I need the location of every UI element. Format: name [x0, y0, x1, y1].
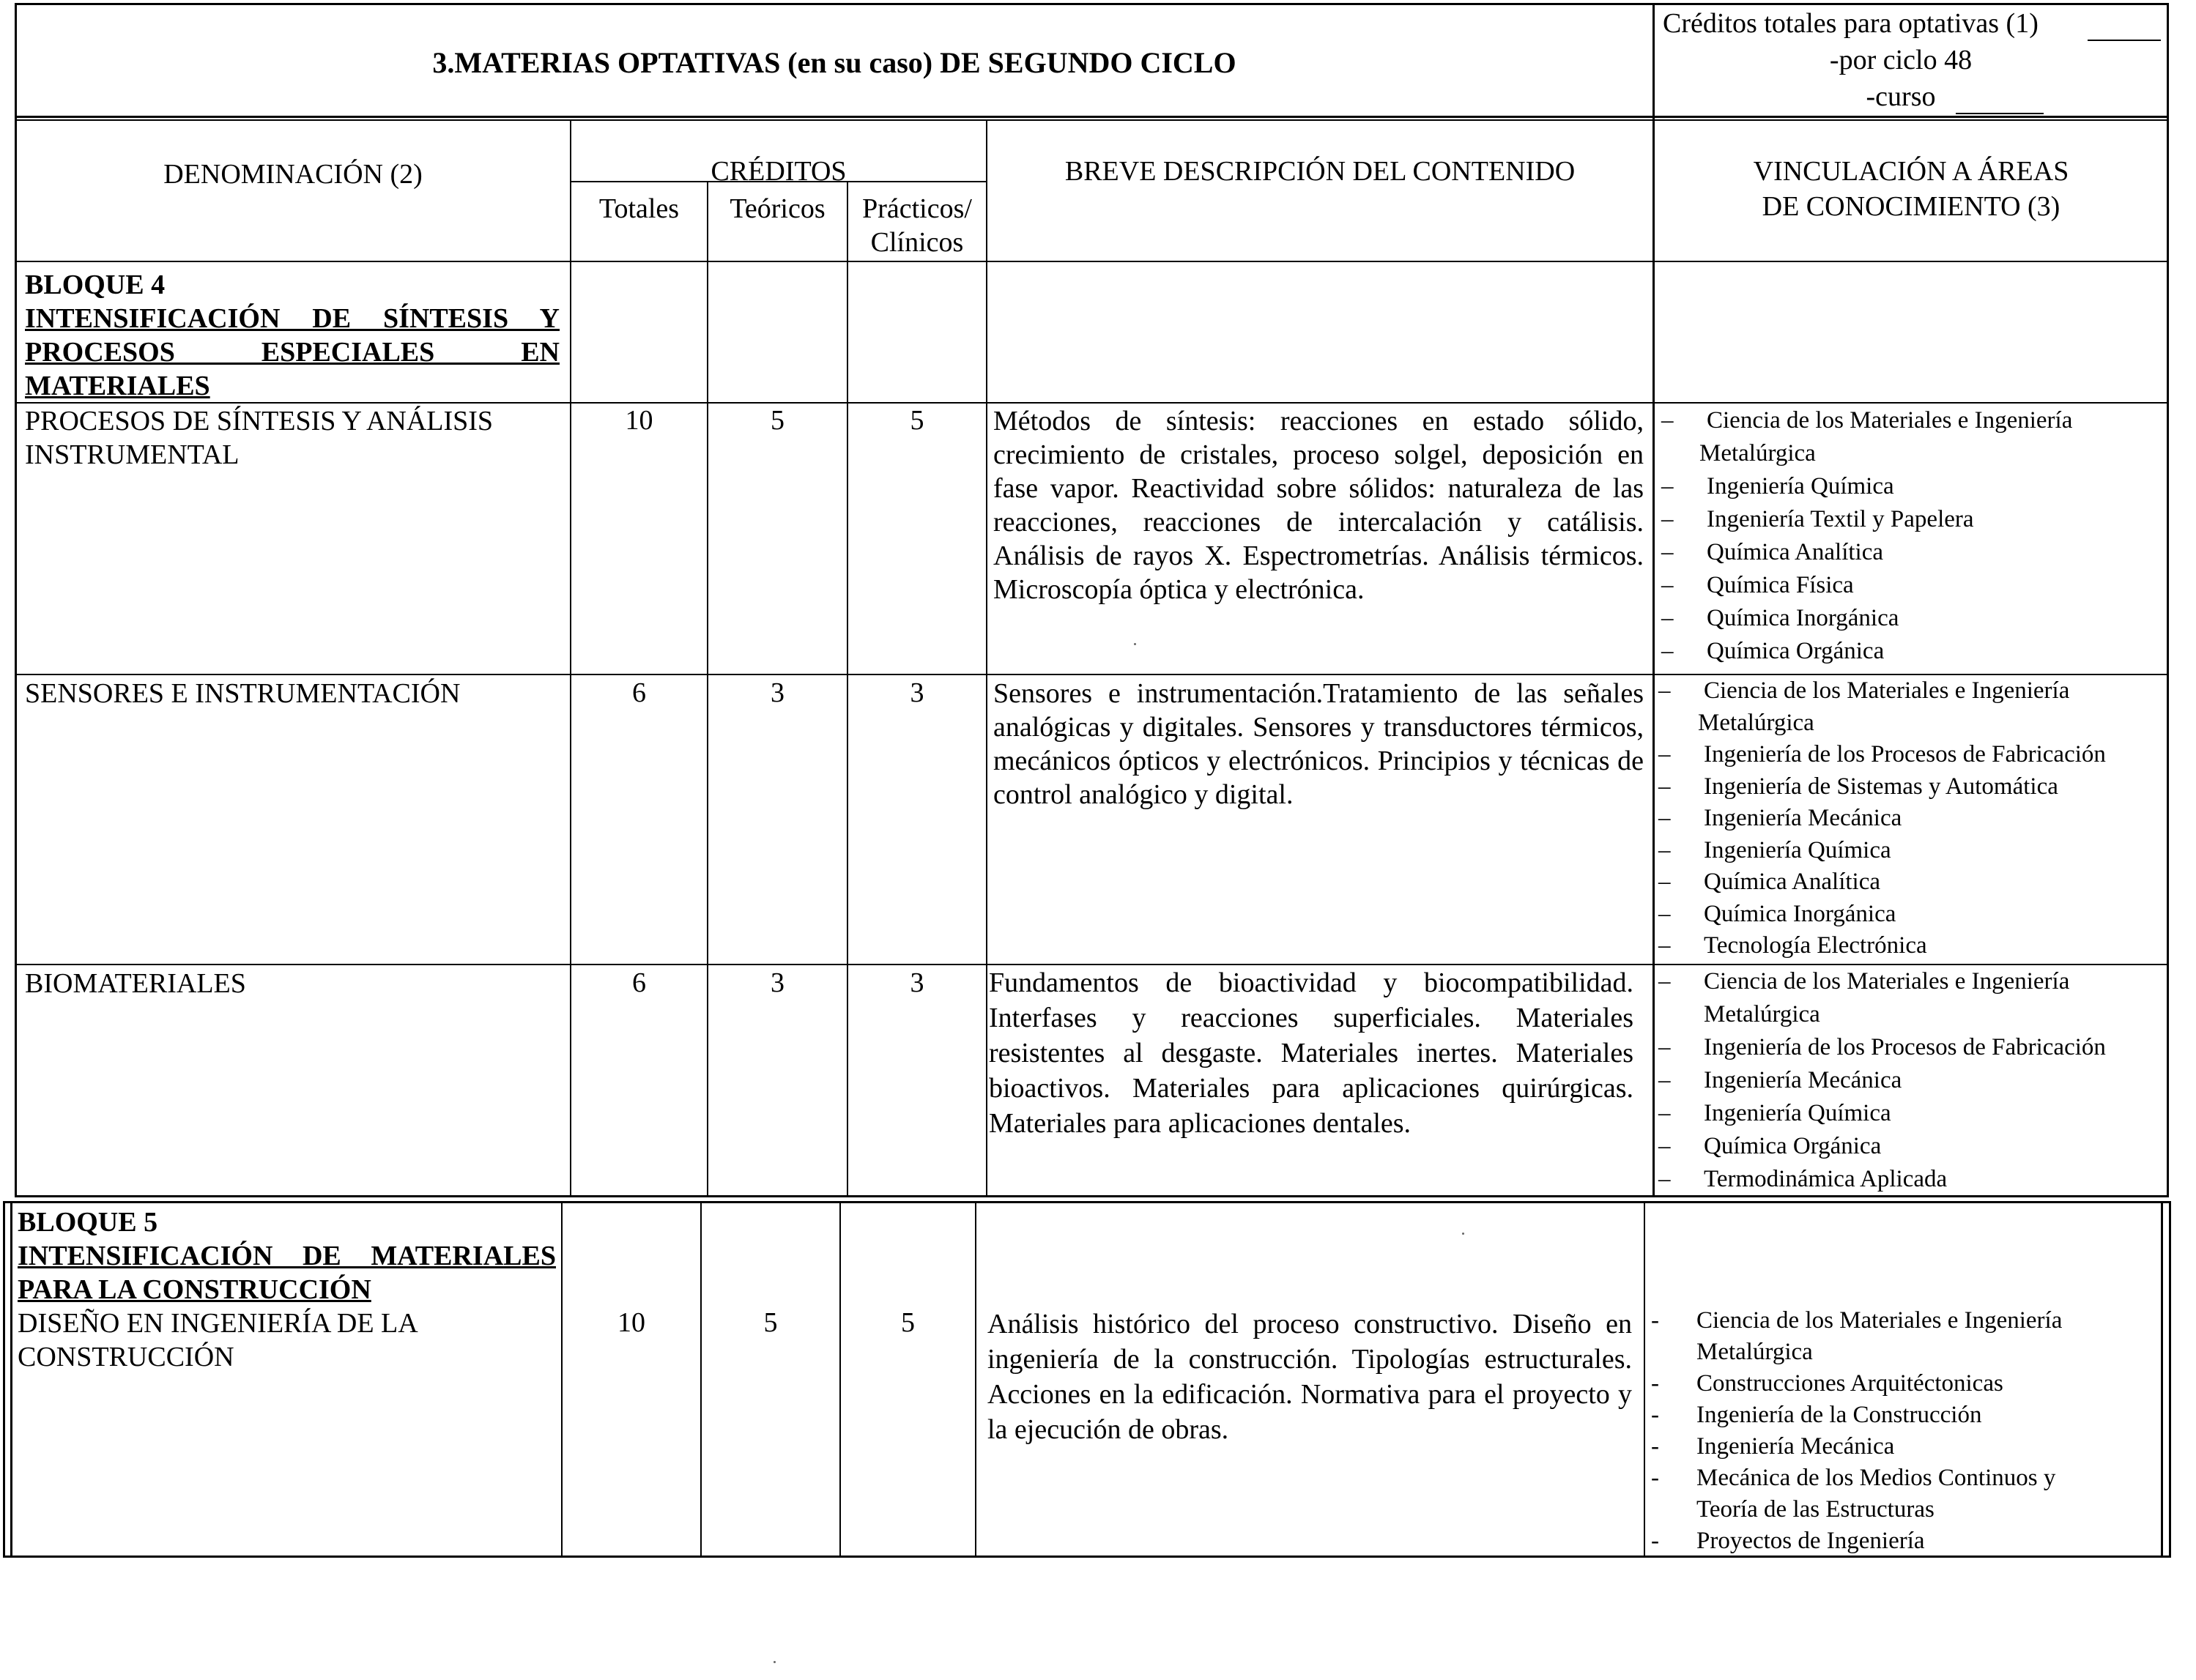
bloque4-title-1: INTENSIFICACIÓN DE SÍNTESIS Y — [25, 303, 560, 334]
col-header-denominacion: DENOMINACIÓN (2) — [163, 159, 423, 190]
t2-col-areas-left — [1644, 1201, 1645, 1558]
area-item: – Ingeniería Química — [1661, 473, 1894, 499]
row3-totales: 6 — [632, 967, 646, 998]
credits-total-label: Créditos totales para optativas (1) — [1663, 8, 2039, 39]
bloque4-title-2: PROCESOS ESPECIALES EN — [25, 337, 560, 368]
scan-speck — [1134, 643, 1136, 645]
bloque4-title-line1 — [25, 302, 560, 335]
column-header-bottom — [15, 261, 2168, 262]
table-border-right — [2167, 3, 2169, 1197]
col-header-descripcion: BREVE DESCRIPCIÓN DEL CONTENIDO — [1064, 156, 1576, 187]
area-item: – Química Orgánica — [1658, 1133, 1882, 1159]
area-item: – Ingeniería Mecánica — [1658, 1067, 1902, 1093]
area-item: – Química Analítica — [1658, 869, 1881, 895]
row1-name-2: INSTRUMENTAL — [25, 439, 240, 470]
area-item: Metalúrgica — [1698, 709, 1814, 736]
col-totales-left — [570, 119, 571, 1196]
area-item: – Tecnología Electrónica — [1658, 932, 1927, 959]
row1-descripcion: Métodos de síntesis: reacciones en estado sólido, crecimiento de cristales, proceso solgel, deposición en fase vapor. Reactividad sobre sólidos: naturaleza de las reacciones, reacciones de intercalación y catálisis. Análisis de rayos X. Espectrometrías. Análisis térmicos. Microscopía óptica y electrónica. — [993, 406, 1644, 605]
area-item: - Ingeniería Mecánica — [1651, 1433, 1895, 1460]
area-item: – Ingeniería Química — [1658, 1100, 1891, 1126]
row2-teoricos: 3 — [771, 677, 784, 708]
row2-practicos: 3 — [910, 677, 924, 708]
table-2-right-inner — [2161, 1201, 2163, 1558]
row1-teoricos: 5 — [771, 405, 784, 436]
area-item: – Ingeniería de los Procesos de Fabricación — [1658, 1034, 2106, 1060]
row2-denominacion: SENSORES E INSTRUMENTACIÓN — [25, 678, 461, 709]
credits-curso-blank — [1956, 113, 2044, 114]
t2-col-descripcion-left — [975, 1201, 976, 1558]
scan-speck — [1462, 1233, 1464, 1235]
row2-descripcion: Sensores e instrumentación.Tratamiento de las señales analógicas y digitales. Sensores y transductores térmicos, mecánicos ópticos y electrónicos. Principios y técnicas de control analógico y digital. — [993, 678, 1644, 810]
area-item: – Ingeniería Textil y Papelera — [1661, 506, 1974, 532]
area-item: – Ingeniería Mecánica — [1658, 805, 1902, 831]
bloque4-title-line2 — [25, 335, 560, 369]
area-item: – Química Inorgánica — [1658, 900, 1896, 927]
col-header-teoricos: Teóricos — [730, 193, 826, 224]
area-item: – Termodinámica Aplicada — [1658, 1166, 1948, 1192]
area-item: – Ingeniería Química — [1658, 836, 1891, 863]
area-item: – Ingeniería de Sistemas y Automática — [1658, 773, 2058, 800]
scan-speck — [774, 1661, 776, 1663]
bloque5-section — [18, 1205, 556, 1374]
bloque5-label: BLOQUE 5 — [18, 1207, 158, 1238]
row1-totales: 10 — [625, 405, 653, 436]
bloque5-name-1: DISEÑO EN INGENIERÍA DE LA — [18, 1308, 418, 1339]
area-item: Teoría de las Estructuras — [1696, 1496, 1935, 1523]
table-2-top — [3, 1201, 2171, 1203]
bloque5-descripcion: Análisis histórico del proceso constructivo. Diseño en ingeniería de la construcción. Tipologías estructurales. Acciones en la edificación. Normativa para el proyecto y la ejecución de obras. — [987, 1309, 1632, 1445]
area-item: - Ciencia de los Materiales e Ingeniería — [1651, 1307, 2063, 1334]
col-descripcion-left — [986, 119, 987, 1196]
col-header-vinculacion-2: DE CONOCIMIENTO (3) — [1762, 191, 2060, 222]
area-item: - Construcciones Arquitéctonicas — [1651, 1370, 2003, 1397]
page-title: 3.MATERIAS OPTATIVAS (en su caso) DE SEGUNDO CICLO — [432, 46, 1236, 79]
bloque5-areas — [1651, 1305, 2159, 1557]
bloque5-title-1: INTENSIFICACIÓN DE MATERIALES — [18, 1241, 556, 1271]
area-item: - Proyectos de Ingeniería — [1651, 1528, 1925, 1554]
row2-totales: 6 — [632, 677, 646, 708]
area-item: – Química Física — [1661, 572, 1854, 598]
row1-denominacion — [25, 404, 567, 472]
area-item: – Química Analítica — [1661, 539, 1884, 565]
col-header-totales: Totales — [598, 193, 680, 224]
header-divider-2 — [15, 119, 2168, 121]
area-item: – Ciencia de los Materiales e Ingeniería — [1658, 677, 2070, 704]
row2-areas — [1658, 675, 2167, 962]
col-header-vinculacion-1: VINCULACIÓN A ÁREAS — [1753, 156, 2069, 187]
bloque4-label: BLOQUE 4 — [25, 270, 166, 300]
area-item: Metalúrgica — [1704, 1001, 1820, 1027]
col-areas-left — [1652, 3, 1655, 1197]
area-item: – Ingeniería de los Procesos de Fabricación — [1658, 741, 2106, 767]
row3-practicos: 3 — [910, 967, 924, 998]
t2-col-teoricos-left — [700, 1201, 702, 1558]
bloque5-name-2: CONSTRUCCIÓN — [18, 1342, 234, 1372]
area-item: – Ciencia de los Materiales e Ingeniería — [1661, 407, 2073, 434]
row1-name-1: PROCESOS DE SÍNTESIS Y ANÁLISIS — [25, 406, 494, 436]
credits-por-ciclo: -por ciclo 48 — [1829, 45, 1973, 75]
row3-areas — [1658, 965, 2167, 1196]
area-item: – Química Orgánica — [1661, 638, 1885, 664]
bloque5-totales: 10 — [617, 1307, 645, 1338]
row3-denominacion: BIOMATERIALES — [25, 968, 246, 999]
area-item: Metalúrgica — [1696, 1339, 1813, 1365]
row3-descripcion: Fundamentos de bioactividad y biocompatibilidad. Interfases y reacciones superficiales. Materiales resistentes al desgaste. Materiales inertes. Materiales bioactivos. Materiales para aplicaciones quirúrgicas. Materiales para aplicaciones dentales. — [989, 967, 1633, 1139]
t2-col-practicos-left — [839, 1201, 841, 1558]
area-item: – Ciencia de los Materiales e Ingeniería — [1658, 968, 2070, 995]
bloque5-practicos: 5 — [901, 1307, 915, 1338]
row1-practicos: 5 — [910, 405, 924, 436]
t2-col-totales-left — [561, 1201, 563, 1558]
col-header-creditos: CRÉDITOS — [711, 156, 847, 187]
area-item: – Química Inorgánica — [1661, 605, 1899, 631]
bloque4-section — [25, 268, 560, 403]
credits-total-blank — [2088, 40, 2161, 41]
bloque5-title-2: PARA LA CONSTRUCCIÓN — [18, 1274, 371, 1305]
table-2-left-inner — [10, 1201, 12, 1558]
area-item: Metalúrgica — [1699, 440, 1816, 467]
bloque5-teoricos: 5 — [763, 1307, 778, 1338]
table-border-top — [15, 3, 2168, 5]
area-item: - Ingeniería de la Construcción — [1651, 1402, 1982, 1428]
col-header-practicos-2: Clínicos — [870, 227, 964, 258]
table-2-left-outer — [3, 1201, 5, 1558]
credits-curso: -curso — [1866, 81, 1936, 112]
credits-box — [1663, 7, 2168, 117]
col-header-practicos-1: Prácticos/ — [862, 193, 972, 224]
bloque4-title-3: MATERIALES — [25, 371, 210, 401]
area-item: - Mecánica de los Medios Continuos y — [1651, 1465, 2056, 1491]
row3-teoricos: 3 — [771, 967, 784, 998]
row1-areas — [1661, 404, 2167, 668]
table-2-right-outer — [2169, 1201, 2171, 1558]
